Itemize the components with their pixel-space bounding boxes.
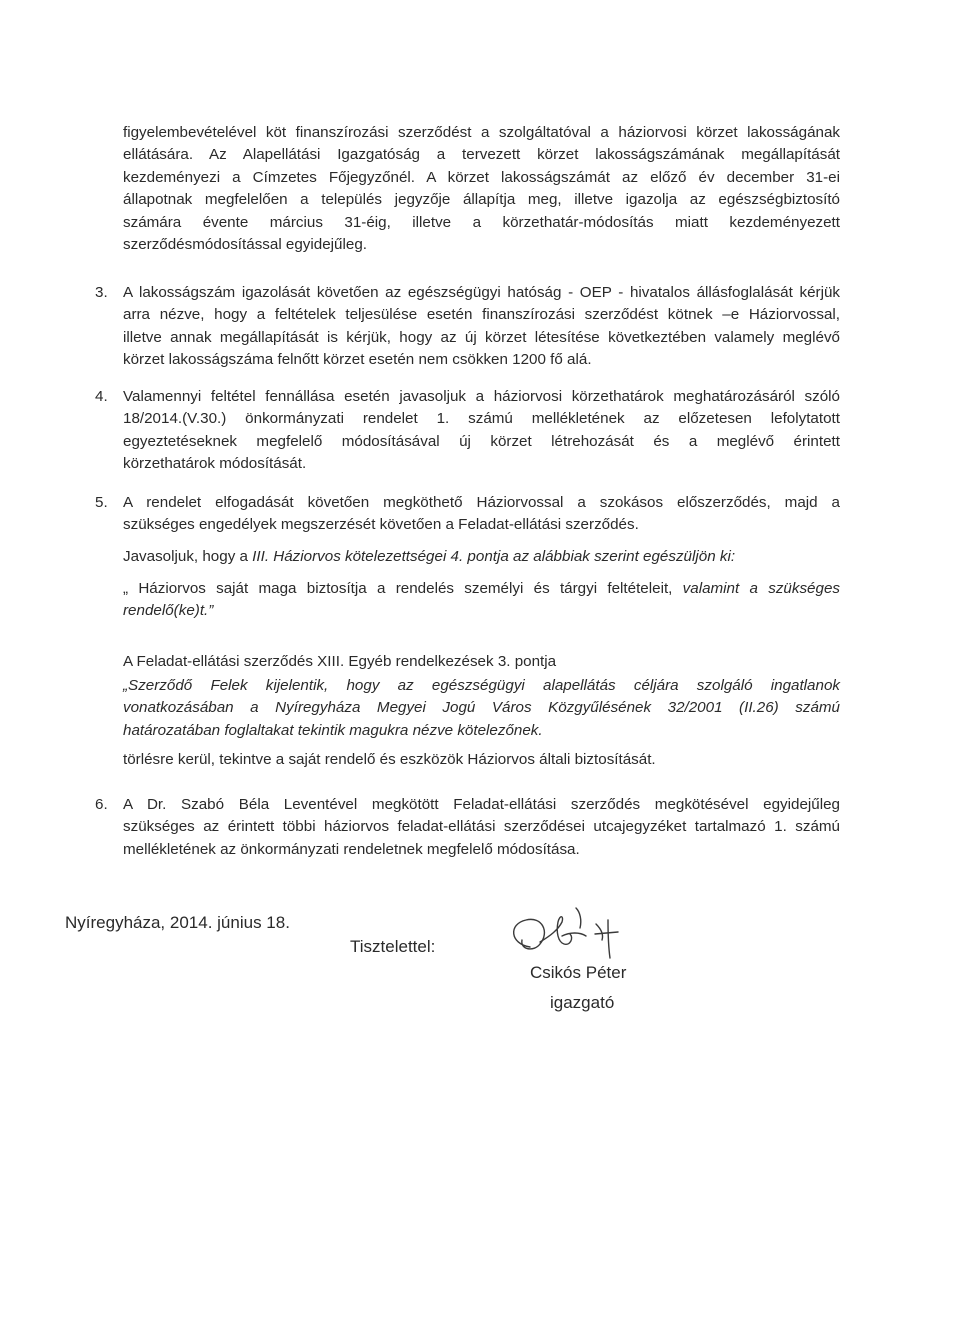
item-5-line: A rendelet elfogadását követően megköthető Háziorvossal a szokásos előszerződés, majd a — [123, 494, 840, 511]
signature-stroke — [562, 933, 586, 936]
quote-line-1 — [123, 578, 840, 600]
proposal-italic: III. Háziorvos kötelezettségei 4. pontja az alábbiak szerint egészüljön ki: — [252, 548, 736, 565]
signature-stroke — [514, 919, 545, 949]
item-3-line: A lakosságszám igazolását követően az egészségügyi hatóság - OEP - hivatalos állásfoglalását kérjük — [123, 284, 840, 301]
signature-stroke — [596, 924, 603, 940]
item-6-line: A Dr. Szabó Béla Leventével megkötött Feladat-ellátási szerződés megkötésével egyidejűleg — [123, 796, 840, 813]
contract-reference: A Feladat-ellátási szerződés XIII. Egyéb rendelkezések 3. pontja — [123, 653, 557, 670]
item-6-paragraph — [123, 794, 840, 861]
proposal-line — [123, 546, 840, 568]
contract-quote-line: „Szerződő Felek kijelentik, hogy az egészségügyi alapellátás céljára szolgáló ingatlanok — [123, 677, 840, 694]
contract-quote — [123, 675, 840, 742]
intro-line: ellátására. Az Alapellátási Igazgatóság a tervezett körzet lakosságszámának megállapítását — [123, 146, 840, 164]
item-4-number: 4. — [95, 388, 108, 405]
item-6-line: mellékletének az önkormányzati rendeletnek megfelelő módosítása. — [123, 840, 580, 858]
intro-line: állapotnak megfelelően a település jegyzője állapítja meg, illetve igazolja az egészségbiztosító — [123, 191, 840, 209]
greeting: Tisztelettel: — [350, 937, 436, 956]
signature-stroke — [608, 920, 610, 958]
deletion-note: törlésre kerül, tekintve a saját rendelő és eszközök Háziorvos általi biztosítását. — [123, 751, 656, 768]
intro-line: kezdeményezi a Címzetes Főjegyzőnél. A körzet lakosságszámát az előző év december 31-ei — [123, 168, 840, 186]
item-6-number: 6. — [95, 796, 108, 813]
signer-name: Csikós Péter — [530, 963, 627, 982]
item-5-line: szükséges engedélyek megszerzését követően a Feladat-ellátási szerződés. — [123, 516, 639, 534]
item-3-line: illetve annak megállapítását is kérjük, hogy az új körzet létesítése következtében valamely meglévő — [123, 328, 840, 346]
item-5-number: 5. — [95, 494, 108, 511]
quote-line-2: rendelő(ke)t.” — [123, 602, 214, 620]
contract-quote-line: vonatkozásában a Nyíregyháza Megyei Jogú Város Közgyűlésének 32/2001 (II.26) számú — [123, 699, 840, 717]
intro-paragraph — [123, 122, 840, 256]
item-4-line: egyeztetéseknek megfelelő módosításával új körzet létrehozását és a meglévő érintett — [123, 432, 840, 450]
place-date: Nyíregyháza, 2014. június 18. — [65, 913, 290, 932]
item-3-paragraph — [123, 282, 840, 372]
intro-line: figyelembevételével köt finanszírozási szerződést a szolgáltatóval a háziorvosi körzet lakosságának — [123, 124, 840, 141]
item-4-paragraph — [123, 386, 840, 476]
item-3-line: arra nézve, hogy a feltételek teljesülése esetén finanszírozási szerződést kötnek –e Háziorvossal, — [123, 306, 840, 324]
intro-line: számára évente március 31-éig, illetve a körzethatár-módosítás miatt kezdeményezett — [123, 213, 840, 231]
item-3-number: 3. — [95, 284, 108, 301]
quote-italic-text: valamint a szükséges — [682, 580, 840, 597]
item-3-line: körzet lakosságszáma felnőtt körzet esetén nem csökken 1200 fő alá. — [123, 351, 592, 369]
item-4-line: 18/2014.(V.30.) önkormányzati rendelet 1. számú mellékletének az előzetesen lefolytatott — [123, 410, 840, 428]
proposal-prefix: Javasoljuk, hogy a — [123, 548, 253, 565]
intro-line: szerződésmódosítással egyidejűleg. — [123, 236, 367, 254]
signature-stroke — [576, 908, 581, 928]
signer-title: igazgató — [550, 993, 615, 1012]
contract-quote-line: határozatában foglaltakat tekintik magukra nézve kötelezőnek. — [123, 721, 543, 739]
quote-normal-text: „ Háziorvos saját maga biztosítja a rendelés személyi és tárgyi feltételeit, — [123, 580, 683, 597]
quote-paragraph — [123, 578, 840, 623]
signature-stroke — [595, 932, 618, 934]
item-6-line: szükséges az érintett többi háziorvos feladat-ellátási szerződései utcajegyzéket tartalmazó 1. számú — [123, 818, 840, 836]
item-4-line: körzethatárok módosítását. — [123, 455, 307, 473]
item-4-line: Valamennyi feltétel fennállása esetén javasoljuk a háziorvosi körzethatárok meghatározásáról szóló — [123, 388, 840, 405]
item-5-paragraph — [123, 492, 840, 537]
